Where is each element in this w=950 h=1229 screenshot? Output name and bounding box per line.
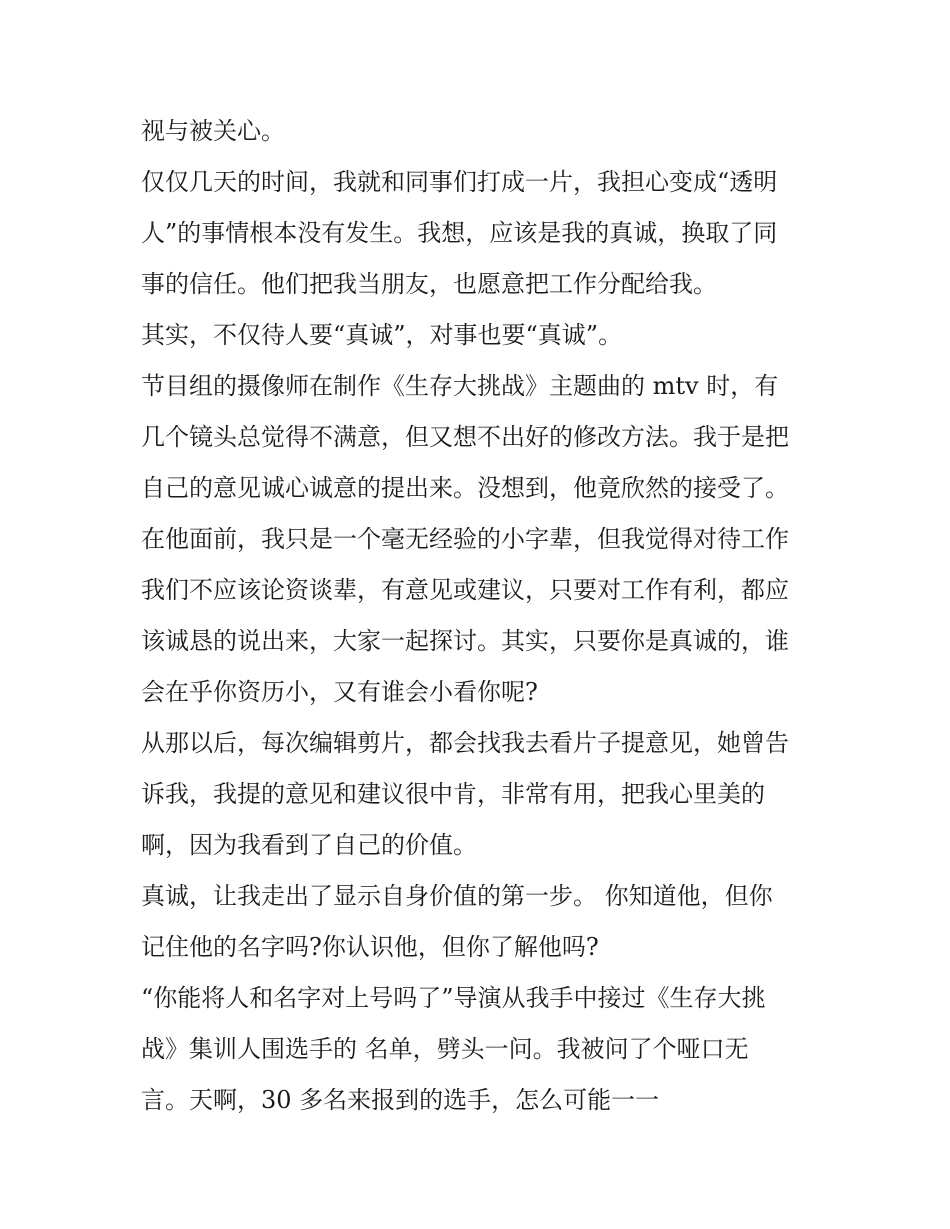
text-line: “你能将人和名字对上号吗了”导演从我手中接过《生存大挑 xyxy=(141,984,766,1012)
text-line: 战》集训人围选手的 名单，劈头一问。我被问了个哑口无 xyxy=(141,1035,749,1063)
text-line: 会在乎你资历小，又有谁会小看你呢? xyxy=(141,678,538,706)
text-line: 从那以后，每次编辑剪片，都会找我去看片子提意见，她曾告 xyxy=(141,729,789,757)
text-line: 言。天啊，30 多名来报到的选手，怎么可能一一 xyxy=(141,1086,660,1114)
text-line: 几个镜头总觉得不满意，但又想不出好的修改方法。我于是把 xyxy=(141,423,789,451)
text-line: 视与被关心。 xyxy=(141,117,285,145)
text-line: 该诚恳的说出来，大家一起探讨。其实，只要你是真诚的，谁 xyxy=(141,627,789,655)
text-line: 事的信任。他们把我当朋友，也愿意把工作分配给我。 xyxy=(141,270,717,298)
text-line: 真诚，让我走出了显示自身价值的第一步。 你知道他，但你 xyxy=(141,882,773,910)
text-line: 在他面前，我只是一个毫无经验的小字辈，但我觉得对待工作 xyxy=(141,525,789,553)
text-line: 我们不应该论资谈辈，有意见或建议，只要对工作有利，都应 xyxy=(141,576,789,604)
text-line: 其实，不仅待人要“真诚”，对事也要“真诚”。 xyxy=(141,321,623,349)
text-line: 仅仅几天的时间，我就和同事们打成一片，我担心变成“透明 xyxy=(141,168,778,196)
text-line: 自己的意见诚心诚意的提出来。没想到，他竟欣然的接受了。 xyxy=(141,474,789,502)
text-line: 人”的事情根本没有发生。我想，应该是我的真诚，换取了同 xyxy=(141,219,778,247)
text-line: 记住他的名字吗?你认识他，但你了解他吗? xyxy=(141,933,599,961)
text-line: 诉我，我提的意见和建议很中肯，非常有用，把我心里美的 xyxy=(141,780,765,808)
document-body xyxy=(141,106,821,1126)
text-line: 节目组的摄像师在制作《生存大挑战》主题曲的 mtv 时，有 xyxy=(141,372,779,400)
text-line: 啊，因为我看到了自己的价值。 xyxy=(141,831,477,859)
